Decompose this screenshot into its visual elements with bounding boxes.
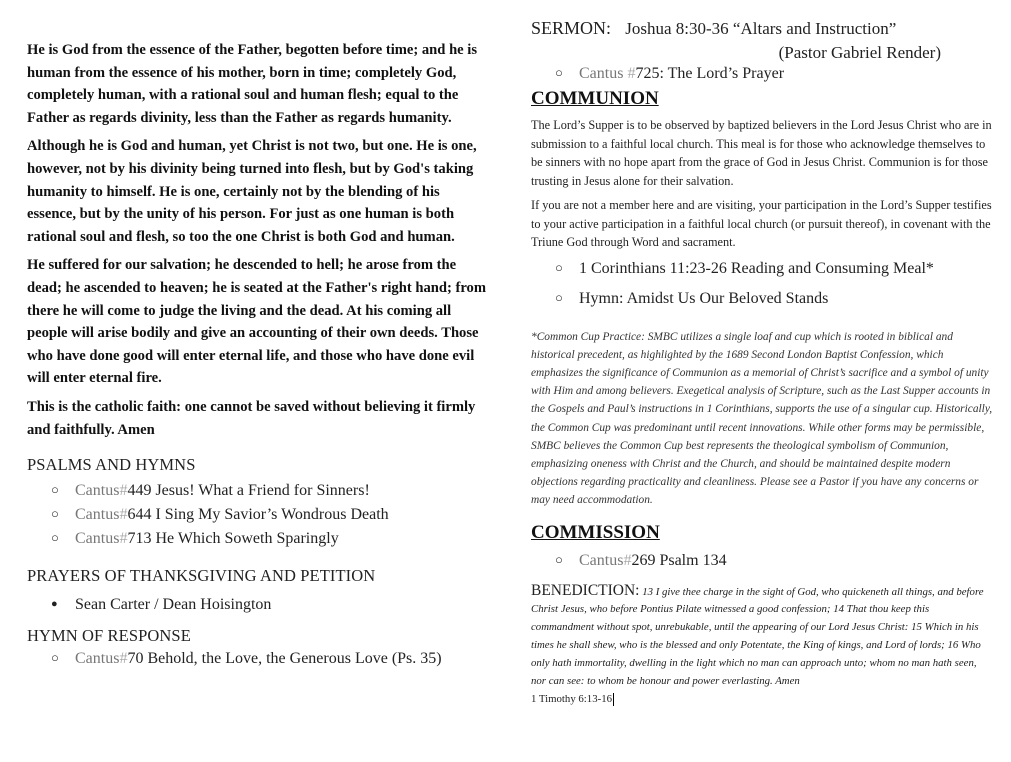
psalms-section: [27, 455, 489, 554]
hash-symbol: #: [119, 650, 128, 668]
creed-paragraph-4[interactable]: This is the catholic faith: one cannot be saved without believing it firmly and faithfully. Amen: [27, 398, 476, 438]
creed-paragraph-1[interactable]: He is God from the essence of the Father, begotten before time; and he is human from the essence of his mother, born in time; completely God, completely human, with a rational soul and human flesh; equal to the Father as regards divinity, less than the Father as regards humanity.: [27, 42, 478, 126]
hash-symbol: #: [119, 482, 128, 500]
hollow-bullet-icon: ○: [555, 259, 563, 275]
communion-hymn: Hymn: Amidst Us Our Beloved Stands: [579, 289, 829, 307]
list-item[interactable]: [51, 596, 489, 620]
cantus-label: Cantus: [75, 530, 120, 548]
list-item[interactable]: [51, 482, 489, 506]
common-cup-note[interactable]: [531, 328, 993, 510]
communion-paragraph-1[interactable]: The Lord’s Supper is to be observed by baptized believers in the Lord Jesus Christ who are in submission to a faithful local church. This meal is for those who acknowledge themselves to be sinners with no hope apart from the grace of God in Jesus Christ. Communion is for those trusting in Jesus alone for their salvation.: [531, 118, 992, 188]
communion-section: [531, 88, 993, 510]
psalms-list: [27, 482, 489, 554]
hash-symbol: #: [119, 530, 128, 548]
list-item[interactable]: [555, 65, 993, 83]
prayer-leaders: Sean Carter / Dean Hoisington: [75, 596, 272, 614]
hollow-bullet-icon: ○: [555, 289, 563, 305]
list-item[interactable]: [555, 551, 993, 570]
response-heading[interactable]: HYMN OF RESPONSE: [27, 626, 191, 646]
common-cup-text: SMBC utilizes a single loaf and cup which is rooted in biblical and historical precedent, as highlighted by the 1689 Second London Baptist Confession, which emphasizes the significance of Communion as a memorial of Christ’s sacrifice and a symbol of unity with Him and among believers. Exegetical analysis of Scripture, such as the Last Supper accounts in the Gospels and Paul’s instructions in 1 Corinthians, supports the use of a singular cup. Historically, the Common Cup was predominant until recent innovations. While other forms may be permissible, SMBC believes the Common Cup best represents the theological symbolism of Communion, emphasizing oneness with Christ and the Church, and should be maintained despite modern objections regarding practicality and cleanliness. Please see a Pastor if you have any concerns or may need accommodation.: [531, 330, 993, 507]
hymn-title: 644 I Sing My Savior’s Wondrous Death: [127, 506, 389, 524]
communion-list: [531, 260, 993, 320]
hash-symbol: #: [623, 551, 632, 569]
commission-section: [531, 522, 993, 570]
left-column: [27, 0, 489, 668]
benediction-text: 13 I give thee charge in the sight of God, who quickeneth all things, and before Christ Jesus, who before Pontius Pilate witnessed a good confession; 14 That thou keep this commandment without spot, unrebukable, until the appearing of our Lord Jesus Christ: 15 Which in his times he shall shew, who is the blessed and only Potentate, the King of kings, and Lord of lords; 16 Who only hath immortality, dwelling in the light which no man can approach unto; whom no man hath seen, nor can see: to whom be honour and power everlasting. Amen: [531, 585, 984, 688]
hollow-bullet-icon: ○: [51, 482, 59, 498]
hollow-bullet-icon: ○: [555, 551, 563, 567]
common-cup-lead: *Common Cup Practice:: [531, 330, 645, 343]
text-cursor: [613, 693, 614, 706]
commission-list: [531, 552, 993, 570]
hollow-bullet-icon: ○: [51, 530, 59, 546]
hollow-bullet-icon: ○: [555, 65, 563, 80]
hash-symbol: #: [119, 506, 128, 524]
filled-bullet-icon: ●: [51, 598, 58, 611]
list-item[interactable]: [555, 259, 993, 290]
response-list: [27, 650, 489, 668]
creed-section: [27, 0, 489, 441]
list-item[interactable]: [51, 530, 489, 554]
response-section: [27, 626, 489, 668]
hollow-bullet-icon: ○: [51, 650, 59, 666]
hymn-title: 269 Psalm 134: [631, 551, 727, 569]
benediction-reference: 1 Timothy 6:13-16: [531, 692, 612, 705]
hymn-title: 713 He Which Soweth Sparingly: [127, 530, 339, 548]
sermon-label: SERMON:: [531, 18, 612, 38]
hymn-title: 70 Behold, the Love, the Generous Love (Ps. 35): [127, 650, 442, 668]
cantus-label: Cantus: [579, 551, 624, 569]
prayers-section: [27, 566, 489, 620]
benediction-section[interactable]: [531, 582, 993, 709]
commission-heading[interactable]: COMMISSION: [531, 521, 660, 543]
psalms-heading[interactable]: PSALMS AND HYMNS: [27, 455, 196, 475]
list-item[interactable]: [555, 289, 993, 320]
creed-paragraph-2[interactable]: Although he is God and human, yet Christ is not two, but one. He is one, however, not by his divinity being turned into flesh, but by God's taking humanity to himself. He is one, certainly not by the blending of his essence, but by the unity of his person. For just as one human is both rational soul and flesh, so too the one Christ is both God and human.: [27, 138, 477, 245]
sermon-section: [531, 0, 993, 83]
prayers-list: [27, 596, 489, 620]
hash-symbol: #: [627, 65, 636, 82]
sermon-title: Joshua 8:30-36 “Altars and Instruction”: [625, 19, 897, 38]
communion-paragraph-2[interactable]: If you are not a member here and are visiting, your participation in the Lord’s Supper testifies to your active participation in a faithful local church (or pursuit thereof), in covenant with the Triune God through Word and sacrament.: [531, 198, 992, 249]
hymn-title: 725: The Lord’s Prayer: [635, 65, 785, 82]
cantus-label: Cantus: [579, 65, 624, 82]
list-item[interactable]: [51, 650, 489, 668]
communion-reading: 1 Corinthians 11:23-26 Reading and Consuming Meal*: [579, 259, 934, 277]
right-column: [531, 0, 993, 709]
prayers-heading[interactable]: PRAYERS OF THANKSGIVING AND PETITION: [27, 566, 376, 586]
sermon-pastor[interactable]: (Pastor Gabriel Render): [778, 43, 941, 62]
sermon-hymn-list: [531, 65, 993, 83]
hymn-title: 449 Jesus! What a Friend for Sinners!: [127, 482, 370, 500]
hollow-bullet-icon: ○: [51, 506, 59, 522]
benediction-label: BENEDICTION:: [531, 581, 640, 599]
creed-paragraph-3[interactable]: He suffered for our salvation; he descended to hell; he arose from the dead; he ascended to heaven; he is seated at the Father's right hand; from there he will come to judge the living and the dead. At his coming all people will arise bodily and give an accounting of their own deeds. Those who have done good will enter eternal life, and those who have done evil will enter eternal fire.: [27, 257, 487, 387]
sermon-line[interactable]: [531, 18, 993, 39]
cantus-label: Cantus: [75, 506, 120, 524]
list-item[interactable]: [51, 506, 489, 530]
communion-heading[interactable]: COMMUNION: [531, 88, 659, 109]
cantus-label: Cantus: [75, 650, 120, 668]
cantus-label: Cantus: [75, 482, 120, 500]
